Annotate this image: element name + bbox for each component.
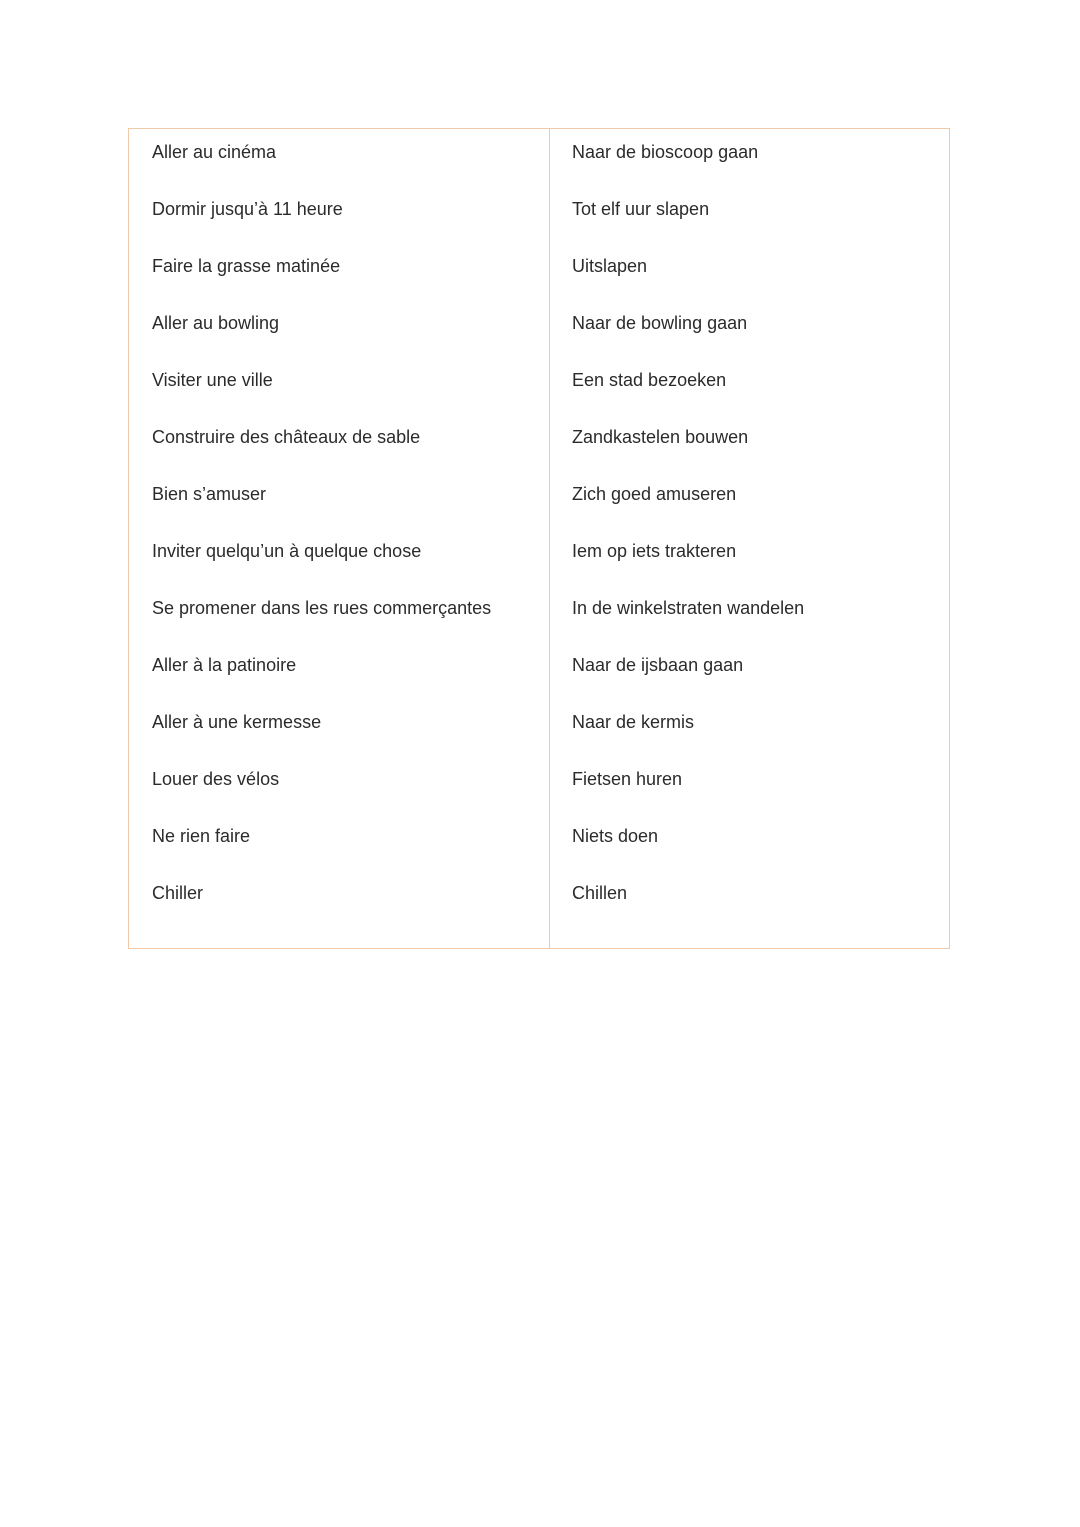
dutch-translation: Naar de bioscoop gaan xyxy=(572,142,759,162)
dutch-translation: Zich goed amuseren xyxy=(572,484,737,504)
french-term: Aller au cinéma xyxy=(152,142,277,162)
french-column xyxy=(129,129,550,948)
dutch-column xyxy=(550,129,949,948)
dutch-translation: Iem op iets trakteren xyxy=(572,541,737,561)
dutch-translation: Fietsen huren xyxy=(572,769,683,789)
french-term: Se promener dans les rues commerçantes xyxy=(152,598,492,618)
dutch-translation: Naar de bowling gaan xyxy=(572,313,748,333)
dutch-translation: Naar de kermis xyxy=(572,712,695,732)
french-term: Ne rien faire xyxy=(152,826,251,846)
french-term: Aller au bowling xyxy=(152,313,280,333)
french-term: Faire la grasse matinée xyxy=(152,256,341,276)
dutch-translation: In de winkelstraten wandelen xyxy=(572,598,805,618)
vocabulary-table xyxy=(128,128,950,949)
french-term: Construire des châteaux de sable xyxy=(152,427,421,447)
dutch-translation: Chillen xyxy=(572,883,628,903)
dutch-translation: Naar de ijsbaan gaan xyxy=(572,655,744,675)
french-term: Inviter quelqu’un à quelque chose xyxy=(152,541,422,561)
french-term: Visiter une ville xyxy=(152,370,273,390)
french-term: Bien s’amuser xyxy=(152,484,267,504)
dutch-translation: Niets doen xyxy=(572,826,659,846)
dutch-translation: Tot elf uur slapen xyxy=(572,199,710,219)
dutch-translation: Uitslapen xyxy=(572,256,648,276)
dutch-translation: Zandkastelen bouwen xyxy=(572,427,749,447)
french-term: Chiller xyxy=(152,883,204,903)
french-term: Louer des vélos xyxy=(152,769,280,789)
french-term: Dormir jusqu’à 11 heure xyxy=(152,199,343,219)
french-term: Aller à la patinoire xyxy=(152,655,297,675)
dutch-translation: Een stad bezoeken xyxy=(572,370,727,390)
french-term: Aller à une kermesse xyxy=(152,712,322,732)
